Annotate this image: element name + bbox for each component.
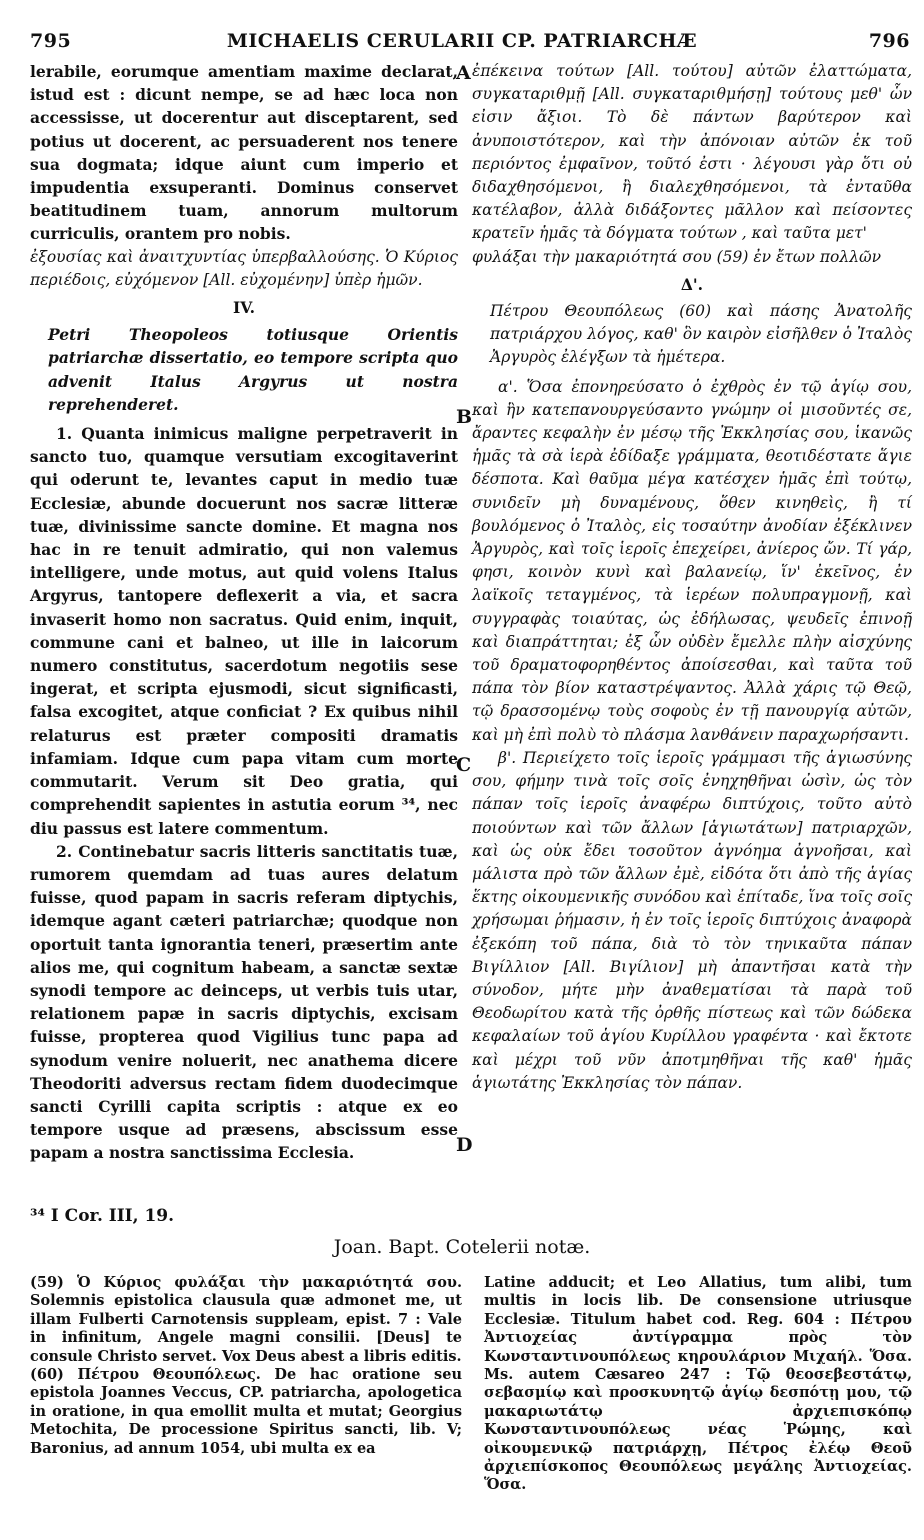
page-number-left: 795 [30,30,72,52]
note-60: (60) Πέτρου Θεουπόλεως. De hac oratione seu epistola Joannes Veccus, CP. patriarcha, apologetica in oratione, in qua emollit multa et mutat; Georgius Metochita, De processione Spiritus sancti, lib. V; Baronius, ad annum 1054, ubi multa ex ea [30,1366,462,1457]
margin-marker-a: A [456,62,471,84]
note-60-continued: Latine adducit; et Leo Allatius, tum alibi, tum multis in locis lib. De consensione utriusque Ecclesiæ. Titulum habet cod. Reg. 604 : Πέτρου Ἀντιοχείας ἀντίγραμμα πρὸς τὸν Κωνσταντινουπόλεως κηρουλάριον Μιχαήλ. Ὅσα. Ms. autem Cæsareo 247 : Τῷ θεοσεβεστάτῳ, σεβασμίῳ καὶ προσκυνητῷ ἁγίῳ δεσπότῃ μου, τῷ μακαριωτάτῳ ἀρχιεπισκόπῳ Κωνσταντινουπόλεως νέας Ῥώμης, καὶ οἰκουμενικῷ πατριάρχῃ, Πέτρος ἐλέῳ Θεοῦ ἀρχιεπίσκοπος Θεουπόλεως μεγάλης Ἀντιοχείας. Ὅσα. [484,1274,912,1494]
greek-section-number: Δ'. [680,274,704,294]
greek-column [472,60,912,1095]
latin-paragraph-1: 1. Quanta inimicus maligne perpetraverit in sancto tuo, quamque versutiam excogitaverint qui oderunt te, levantes caput in medio tuæ Ecclesiæ, abunde docuerunt nos sacræ litteræ tuæ, divinissime sancte domine. Et magna nos hac in re tenuit admiratio, qui non valemus intelligere, unde motus, aut quid volens Italus Argyrus, tantopere deflexerit a via, et sacra invaserit homo non sacratus. Quid enim, inquit, commune cani et balneo, ut ille in laicorum numero constitutus, sacerdotum negotiis sese ingerat, et scripta ejusmodi, sicut significasti, falsa excogitet, atque conficiat ? Ex quibus nihil relaturus est præter compositi dramatis infamiam. Idque cum papa vitam cum morte commutarit. Verum sit Deo gratia, qui comprehendit sapientes in astutia eorum ³⁴, nec diu passus est latere commentum. [30,424,458,838]
notes-title: Joan. Bapt. Cotelerii notæ. [333,1236,591,1258]
notes-left-column [30,1274,462,1458]
greek-heading: Πέτρου Θεουπόλεως (60) καὶ πάσης Ἀνατολῆς πατριάρχου λόγος, καθ' ὃν καιρὸν εἰσῆλθεν ὁ Ἰταλὸς Ἀργυρὸς ἐλέγξων τὰ ἡμέτερα. [490,302,912,367]
notes-right-column [484,1274,912,1495]
page-number-right: 796 [868,30,910,52]
greek-paragraph-2: β'. Περιείχετο τοῖς ἱεροῖς γράμμασι τῆς ἁγιωσύνης σου, φήμην τινὰ τοῖς σοῖς ἐνηχηθῆναι ὠσὶν, ὡς τὸν πάπαν τοῖς ἱεροῖς ἀναφέρω διπτύχοις, τοῦτο αὐτὸ ποιούντων καὶ τῶν ἄλλων [ἁγιωτάτων] πατριαρχῶν, καὶ ὡς οὐκ ἔδει τοσοῦτον ἀγνόημα ἀγνοῆσαι, καὶ μάλιστα πρὸ τῶν ἄλλων ἐμὲ, εἰδότα ὅτι ἀπὸ τῆς ἁγίας ἕκτης οἰκουμενικῆς συνόδου καὶ ἐπίταδε, ἵνα τοῖς σοῖς χρήσωμαι ῥήμασιν, ἡ ἐν τοῖς ἱεροῖς διπτύχοις ἀναφορὰ ἐξεκόπη τοῦ πάπα, διὰ τὸ τὸν τηνικαῦτα πάπαν Βιγίλλιον [All. Βιγίλιον] μὴ ἀπαντῆσαι κατὰ τὴν σύνοδον, μήτε μὴν ἀναθεματίσαι τὰ παρὰ τοῦ Θεοδωρίτου κατὰ τῆς ὀρθῆς πίστεως καὶ τῶν δώδεκα κεφαλαίων τοῦ ἁγίου Κυρίλλου γραφέντα · καὶ ἔκτοτε καὶ μέχρι τοῦ νῦν ἀποτμηθῆναι τῆς καθ' ἡμᾶς ἁγιωτάτης Ἐκκλησίας τὸν πάπαν. [472,748,912,1092]
greek-carryover-left: ἐξουσίας καὶ ἀναιτχυντίας ὑπερβαλλούσης. Ὁ Κύριος περιέδοις, εὐχόμενον [All. εὐχομένην] ὑπὲρ ἡμῶν. [30,247,458,289]
note-59: (59) Ὁ Κύριος φυλάξαι τὴν μακαριότητά σου. Solemnis epistolica clausula quæ admonet me, ut illam Fulberti Carnotensis suppleam, epist. 7 : Vale in infinitum, Angele magni consilii. [Deus] te consule Christo servet. Vox Deus abest a libris editis. [30,1274,462,1365]
footnote: ³⁴ I Cor. III, 19. [30,1206,175,1226]
running-title: MICHAELIS CERULARII CP. PATRIARCHÆ [226,30,698,52]
latin-column [30,60,458,1165]
margin-marker-d: D [456,1134,473,1156]
margin-marker-c: C [456,754,472,776]
latin-section-number: IV. [233,298,255,318]
greek-paragraph-1: α'. Ὅσα ἐπονηρεύσατο ὁ ἐχθρὸς ἐν τῷ ἁγίῳ σου, καὶ ἣν κατεπανουργεύσαντο γνώμην οἱ μισοῦντές σε, ἄραντες κεφαλὴν ἐν μέσῳ τῆς Ἐκκλησίας σου, ἱκανῶς ἡμᾶς τὰ σὰ ἱερὰ ἐδίδαξε γράμματα, θεοτιδέστατε ἅγιε δέσποτα. Καὶ θαῦμα μέγα κατέσχεν ἡμᾶς ἐπὶ τούτῳ, συνιδεῖν μὴ δυναμένους, ὅθεν κινηθεὶς, ἢ τί βουλόμενος ὁ Ἰταλὸς, εἰς τοσαύτην ἀνοδίαν ἐξέκλινεν Ἀργυρὸς, καὶ τοῖς ἱεροῖς ἐπεχείρει, ἀνίερος ὤν. Τί γάρ, φησι, κοινὸν κυνὶ καὶ βαλανείῳ, ἵν' ἐκεῖνος, ἐν λαϊκοῖς τεταγμένος, τὰ ἱερέων πολυπραγμονῇ, καὶ συγγραφὰς τοιαύτας, ὡς ἐδήλωσας, ψευδεῖς ἐπινοῇ καὶ διαπράττηται; ἐξ ὧν οὐδὲν ἔμελλε πλὴν αἰσχύνης τοῦ δραματοφορηθέντος ἀποίσεσθαι, καὶ ταῦτα τοῦ πάπα τὸν βίον καταστρέψαντος. Ἀλλὰ χάρις τῷ Θεῷ, τῷ δρασσομένῳ τοὺς σοφοὺς ἐν τῇ πανουργίᾳ αὐτῶν, καὶ μὴ ἐπὶ πολὺ τὸ πλάσμα λανθάνειν παραχωρήσαντι. [472,377,912,744]
greek-intro: ἐπέκεινα τούτων [All. τούτου] αὐτῶν ἐλαττώματα, συγκαταριθμῇ [All. συγκαταριθμήσῃ] τούτους μεθ' ὧν εἰσιν ἄξιοι. Τὸ δὲ πάντων βαρύτερον καὶ ἀνυποιστότερον, καὶ τὴν ἀπόνοιαν αὐτῶν ἐκ τοῦ περιόντος ἐμφαῖνον, τοῦτό ἐστι · λέγουσι γὰρ ὅτι οὐ διδαχθησόμενοι, ἢ διαλεχθησόμενοι, τὰ ἐνταῦθα κατέλαβον, ἀλλὰ διδάξοντες μᾶλλον καὶ πείσοντες κρατεῖν ἡμᾶς τὰ δόγματα τούτων , καὶ ταῦτα μετ' [472,62,912,243]
greek-carryover-right: φυλάξαι τὴν μακαριότητά σου (59) ἐν ἔτων πολλῶν [472,247,882,266]
margin-marker-b: B [456,406,473,428]
latin-intro: lerabile, eorumque amentiam maxime declarat, istud est : dicunt nempe, se ad hæc loca non accessisse, ut docerentur aut disceptarent, sed potius ut docerent, ac persuaderent nos tenere sua dogmata; idque aiunt cum imperio et impudentia exsuperanti. Dominus conservet beatitudinem tuam, annorum multorum curriculis, orantem pro nobis. [30,62,458,244]
latin-paragraph-2: 2. Continebatur sacris litteris sanctitatis tuæ, rumorem quemdam ad tuas aures delatum fuisse, quod papam in sacris referam diptychis, idemque agant cæteri patriarchæ; quodque non oportuit tanta ignorantia teneri, præsertim ante alios me, qui cognitum habeam, a sanctæ sextæ synodi tempore ac deinceps, ut verbis tuis utar, relationem papæ in sacris diptychis, excisam fuisse, propterea quod Vigilius tunc papa ad synodum venire noluerit, nec anathema dicere Theodoriti adversus rectam fidem duodecimque sancti Cyrilli capita scriptis : atque ex eo tempore usque ad præsens, abscissum esse papam a nostra sanctissima Ecclesia. [30,841,458,1163]
latin-heading: Petri Theopoleos totiusque Orientis patriarchæ dissertatio, eo tempore scripta quo advenit Italus Argyrus ut nostra reprehenderet. [48,325,458,414]
